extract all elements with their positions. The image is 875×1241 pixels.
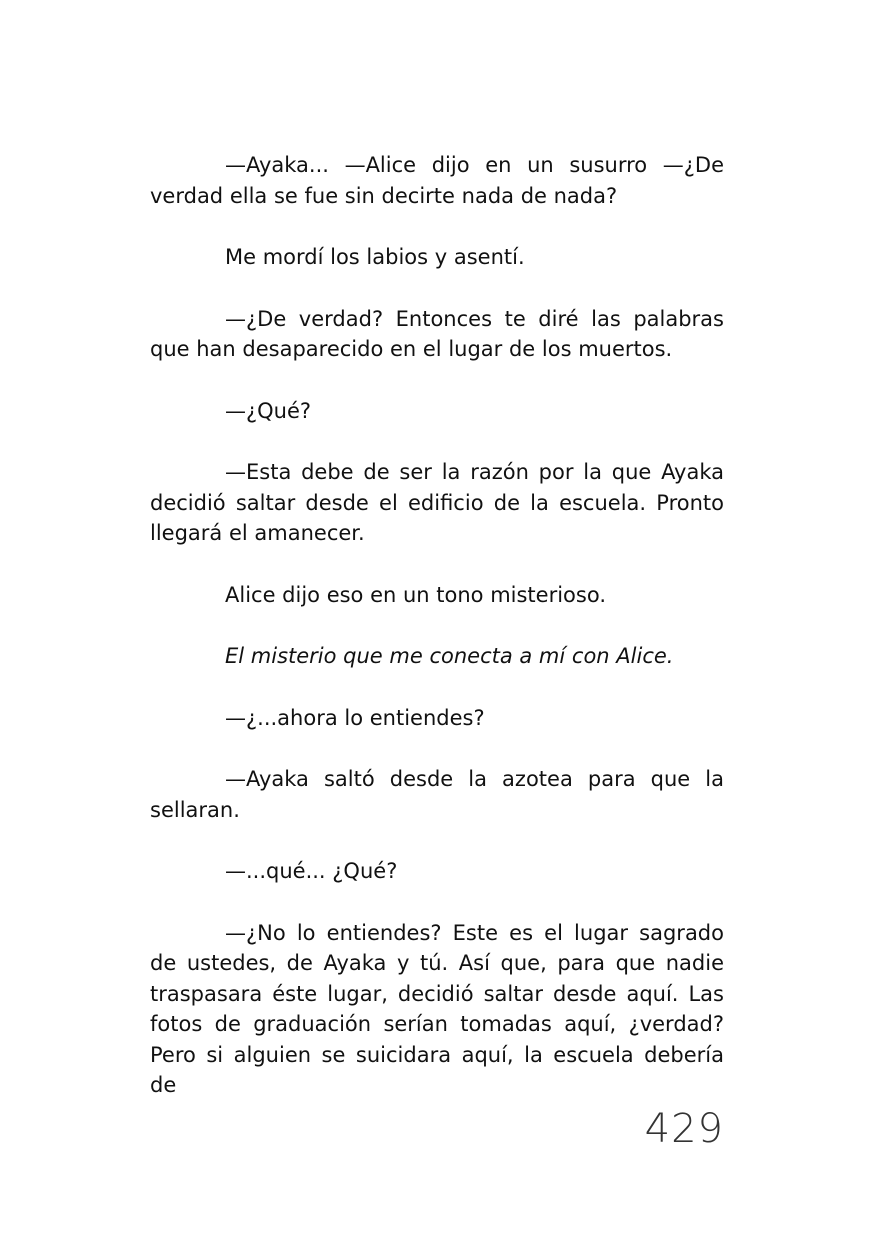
paragraph-5: —Esta debe de ser la razón por la que Ayaka decidió saltar desde el edificio de la escuela. Pronto llegará el amanecer. [150, 460, 724, 545]
paragraph-1: —Ayaka... —Alice dijo en un susurro —¿De verdad ella se fue sin decirte nada de nada? [150, 153, 724, 208]
paragraph-9: —Ayaka saltó desde la azotea para que la sellaran. [150, 767, 724, 822]
paragraph-11: —¿No lo entiendes? Este es el lugar sagrado de ustedes, de Ayaka y tú. Así que, para que nadie traspasara éste lugar, decidió saltar desde aquí. Las fotos de graduación serían tomadas aquí, ¿verdad? Pero si alguien se suicidara aquí, la escuela debería de [150, 920, 724, 1097]
paragraph-6: Alice dijo eso en un tono misterioso. [225, 582, 606, 607]
paragraph-4: —¿Qué? [225, 398, 312, 423]
paragraph-7-italic: El misterio que me conecta a mí con Alice. [225, 644, 674, 668]
page-body-text [150, 150, 724, 1101]
page-number: 429 [644, 1106, 724, 1152]
paragraph-3: —¿De verdad? Entonces te diré las palabras que han desaparecido en el lugar de los muertos. [150, 306, 724, 361]
paragraph-10: —...qué... ¿Qué? [225, 859, 398, 883]
paragraph-2: Me mordí los labios y asentí. [225, 245, 525, 269]
paragraph-8: —¿...ahora lo entiendes? [225, 705, 485, 730]
